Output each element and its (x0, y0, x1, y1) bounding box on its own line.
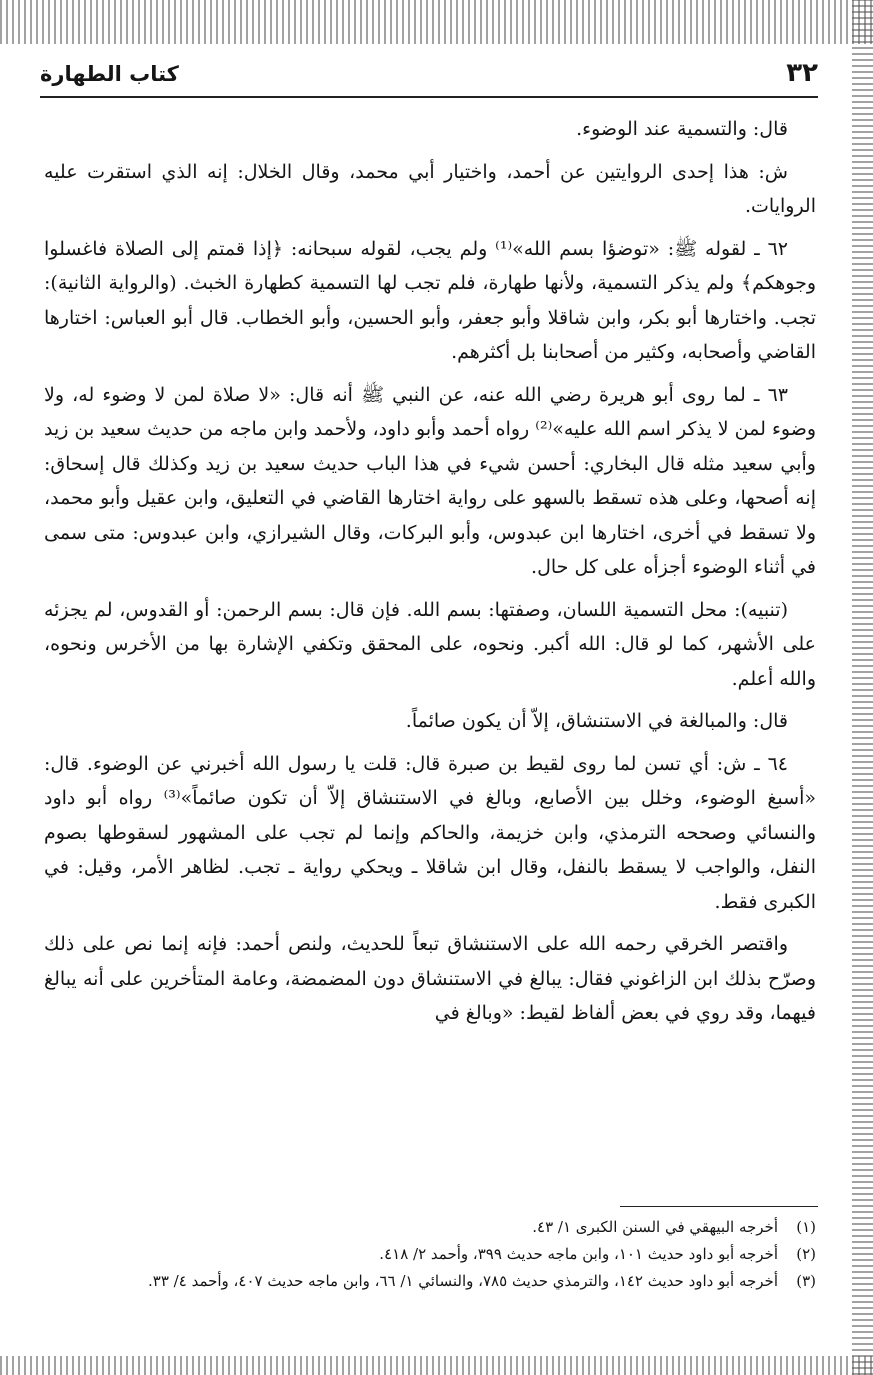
paragraph: ٦٣ ـ لما روى أبو هريرة رضي الله عنه، عن النبي ﷺ أنه قال: «لا صلاة لمن لا وضوء له، ولا وضوء لمن لا يذكر اسم الله عليه»⁽²⁾ رواه أحمد وأبو داود، ولأحمد وابن ماجه من حديث سعيد بن زيد وأبي سعيد مثله قال البخاري: أحسن شيء في هذا الباب حديث سعيد بن زيد وكذلك قال إسحاق: إنه أصحها، وعلى هذه تسقط بالسهو على رواية اختارها القاضي في التعليق، وابن عقيل وأبو محمد، ولا تسقط في أخرى، اختارها ابن عبدوس، وأبو البركات، وقال الشيرازي، وابن عبدوس: متى سمى في أثناء الوضوء أجزأه على كل حال. (44, 383, 816, 578)
footnote (44, 1214, 816, 1241)
page-number: ٣٢ (786, 58, 818, 88)
page-border-top (0, 0, 873, 44)
page-border-bottom (0, 1356, 873, 1375)
footnote-number: (١) (796, 1218, 816, 1236)
running-header (40, 56, 818, 98)
footnote-separator (620, 1206, 818, 1207)
paragraph: ش: هذا إحدى الروايتين عن أحمد، واختيار أبي محمد، وقال الخلال: إنه الذي استقرت عليه الروايات. (44, 160, 816, 217)
page-border-right (852, 0, 873, 1375)
main-text (44, 112, 816, 1039)
footnote-text: أخرجه أبو داود حديث ١٠١، وابن ماجه حديث ٣٩٩، وأحمد ٢/ ٤١٨. (379, 1245, 778, 1263)
footnote (44, 1268, 816, 1295)
paragraph: ٦٤ ـ ش: أي تسن لما روى لقيط بن صبرة قال: قلت يا رسول الله أخبرني عن الوضوء. قال: «أسبغ الوضوء، وخلل بين الأصابع، وبالغ في الاستنشاق إلاّ أن تكون صائماً»⁽³⁾ رواه أبو داود والنسائي وصححه الترمذي، وابن خزيمة، والحاكم وإنما لم تجب على المشهور لسقوطها بصوم النفل، والواجب لا يسقط بالنفل، وقال ابن شاقلا ـ ويحكي رواية ـ تجب. لظاهر الأمر، وقيل: في الكبرى فقط. (44, 752, 816, 913)
book-title: كتاب الطهارة (40, 62, 179, 86)
paragraph: قال: والتسمية عند الوضوء. (576, 118, 788, 140)
footnotes (44, 1214, 816, 1295)
paragraph: واقتصر الخرقي رحمه الله على الاستنشاق تبعاً للحديث، ولنص أحمد: فإنه إنما نص على ذلك وصرّح بذلك ابن الزاغوني فقال: يبالغ في الاستنشاق دون المضمضة، وعامة المتأخرين على أنه يبالغ فيهما، وقد روي في بعض ألفاظ لقيط: «وبالغ في (44, 933, 816, 1024)
footnote (44, 1241, 816, 1268)
paragraph: قال: والمبالغة في الاستنشاق، إلاّ أن يكون صائماً. (405, 710, 788, 732)
footnote-number: (٣) (796, 1272, 816, 1290)
paragraph: (تنبيه): محل التسمية اللسان، وصفتها: بسم الله. فإن قال: بسم الرحمن: أو القدوس، لم يجزئه على الأشهر، كما لو قال: الله أكبر. ونحوه، على المحقق وتكفي الإشارة بها من الأخرس ونحوه، والله أعلم. (44, 598, 816, 690)
paragraph: ٦٢ ـ لقوله ﷺ: «توضؤا بسم الله»⁽¹⁾ ولم يجب، لقوله سبحانه: ﴿إذا قمتم إلى الصلاة فاغسلوا وجوهكم﴾ ولم يذكر التسمية، ولأنها طهارة، فلم تجب لها التسمية كطهارة الخبث. (والرواية الثانية): تجب. واختارها أبو بكر، وابن شاقلا وأبو جعفر، وأبو الحسين، وأبو الخطاب. قال أبو العباس: اختارها القاضي وأصحابه، وكثير من أصحابنا بل أكثرهم. (44, 237, 816, 363)
footnote-number: (٢) (796, 1245, 816, 1263)
footnote-text: أخرجه أبو داود حديث ١٤٢، والترمذي حديث ٧٨٥، والنسائي ١/ ٦٦، وابن ماجه حديث ٤٠٧، وأحمد ٤/ ٣٣. (148, 1272, 778, 1290)
footnote-text: أخرجه البيهقي في السنن الكبرى ١/ ٤٣. (532, 1218, 778, 1236)
